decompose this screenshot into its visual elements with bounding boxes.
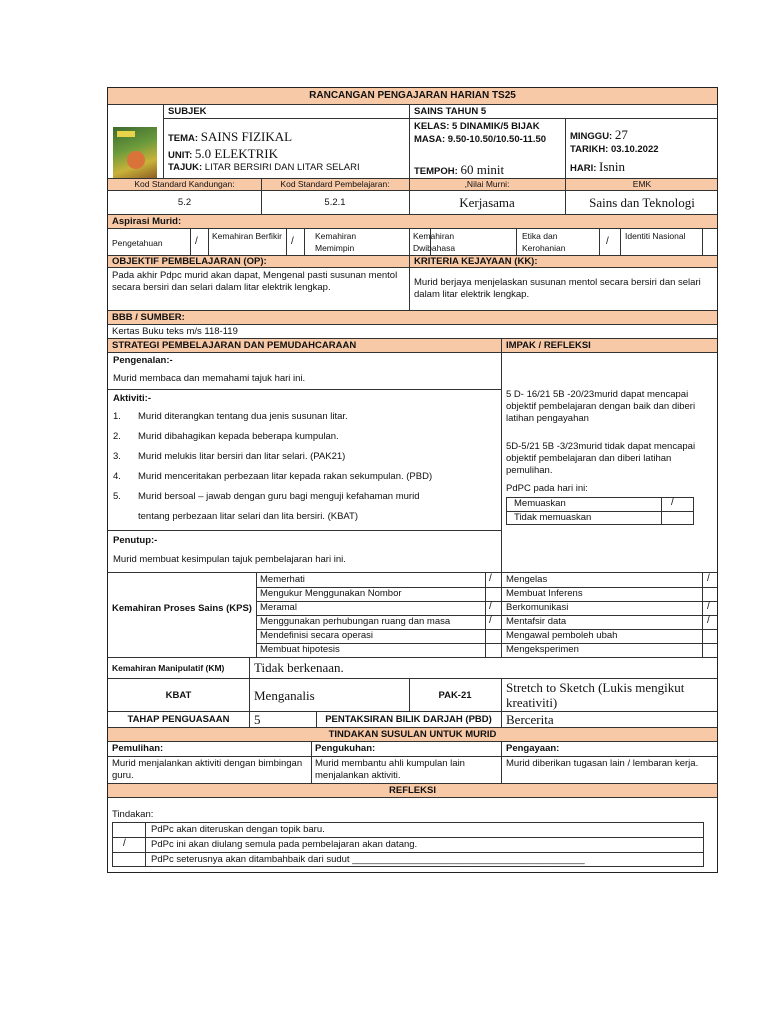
kbat-value: Menganalis (254, 688, 315, 703)
bbb-text: Kertas Buku teks m/s 118-119 (112, 326, 238, 337)
pengayaan-label: Pengayaan: (506, 743, 560, 754)
minggu-label: MINGGU: (570, 131, 613, 142)
pengukuhan-text: Murid membantu ahli kumpulan lain menjalankan aktiviti. (315, 758, 465, 781)
aspirasi-memimpin: Kemahiran Memimpin (315, 231, 357, 253)
aspirasi-mark-1: / (195, 236, 198, 247)
emk-header: EMK (632, 179, 652, 189)
aspirasi-mark-3: / (606, 236, 609, 247)
pdpc-memuaskan: Memuaskan (514, 498, 566, 509)
kk-text: Murid berjaya menjelaskan susunan mentol secara bersiri dan selari dalam litar elektrik lengkap. (414, 277, 701, 300)
penutup-text: Murid membuat kesimpulan tajuk pembelajaran hari ini. (113, 554, 346, 565)
tempoh-value: 60 minit (460, 162, 505, 177)
minggu-value: 27 (614, 127, 628, 142)
tarikh-text: TARIKH: 03.10.2022 (570, 144, 659, 155)
kps-label: Kemahiran Proses Sains (KPS) (112, 603, 252, 614)
kps-left-mark: / (489, 601, 492, 612)
impak-text-2: 5D-5/21 5B -3/23murid tidak dapat mencapai objektif pembelajaran dan diberi latihan pemulihan. (506, 441, 696, 476)
hari-value: Isnin (599, 159, 626, 174)
pbd-value: Bercerita (506, 712, 554, 727)
km-row (108, 657, 717, 678)
tema-label: TEMA: (168, 133, 199, 144)
pengenalan-text: Murid membaca dan memahami tajuk hari ini. (113, 373, 306, 384)
aktiviti-item: Murid menceritakan perbezaan litar kepada rakan sekumpulan. (PBD) (138, 471, 433, 482)
kps-left-item: Mengukur Menggunakan Nombor (260, 588, 402, 599)
pdpc-tidak-memuaskan: Tidak memuaskan (514, 512, 592, 523)
kk-label: KRITERIA KEJAYAAN (KK): (414, 256, 538, 267)
tajuk-value: LITAR BERSIRI DAN LITAR SELARI (204, 162, 360, 173)
aspirasi-row (108, 228, 717, 255)
unit-label: UNIT: (168, 150, 193, 161)
pengenalan-label: Pengenalan:- (113, 355, 173, 366)
aktiviti-num: 3. (113, 451, 121, 462)
aspirasi-etika: Etika dan Kerohanian (522, 231, 566, 253)
kelas-text: KELAS: 5 DINAMIK/5 BIJAK (414, 121, 540, 132)
kps-left-mark: / (489, 573, 492, 584)
kps-left-item: Membuat hipotesis (260, 644, 340, 655)
refleksi-options-table (112, 822, 704, 867)
tahap-value: 5 (254, 712, 261, 727)
pengayaan-text: Murid diberikan tugasan lain / lembaran kerja. (506, 758, 699, 769)
kod-kandungan-header: Kod Standard Kandungan: (134, 179, 235, 189)
tahap-row (108, 711, 717, 727)
kps-right-item: Berkomunikasi (506, 602, 569, 613)
pdpc-mark: / (671, 497, 674, 508)
aspirasi-label: Aspirasi Murid: (112, 216, 182, 227)
bbb-body (108, 324, 717, 338)
textbook-cover-image (113, 127, 157, 179)
op-text: Pada akhir Pdpc murid akan dapat, Mengenal pasti susunan mentol secara bersiri dan selari dalam litar elektrik lengkap. (112, 270, 398, 293)
page-title: RANCANGAN PENGAJARAN HARIAN TS25 (309, 90, 516, 101)
kps-block (108, 572, 717, 657)
refleksi-option: PdPc akan diteruskan dengan topik baru. (151, 824, 325, 835)
kps-left-item: Menggunakan perhubungan ruang dan masa (260, 616, 451, 627)
refleksi-tindakan-label: Tindakan: (112, 809, 154, 820)
aspirasi-dwibahasa: Kemahiran Dwibahasa (413, 231, 456, 253)
tindakan-header (108, 727, 717, 741)
kbat-row (108, 678, 717, 711)
aspirasi-berfikir: Kemahiran Berfikir (212, 231, 282, 241)
standards-header (108, 178, 717, 190)
subjek-label: SUBJEK (168, 106, 207, 117)
tajuk-label: TAJUK: (168, 162, 203, 173)
masa-text: MASA: 9.50-10.50/10.50-11.50 (414, 134, 547, 145)
refleksi-body (108, 797, 717, 874)
standards-values (108, 190, 717, 214)
kps-left-item: Mendefinisi secara operasi (260, 630, 374, 641)
tahap-label: TAHAP PENGUASAAN (127, 714, 230, 725)
pak21-label: PAK-21 (438, 690, 472, 701)
penutup-label: Penutup:- (113, 535, 158, 546)
pemulihan-label: Pemulihan: (112, 743, 164, 754)
op-kk-header (108, 255, 717, 267)
impak-label: IMPAK / REFLEKSI (506, 340, 591, 351)
kps-right-mark: / (707, 615, 710, 626)
kod-pembelajaran-header: Kod Standard Pembelajaran: (280, 179, 390, 189)
kod-pembelajaran-value: 5.2.1 (324, 197, 346, 208)
nilai-murni-header: ,Nilai Murni: (464, 179, 510, 189)
subjek-value: SAINS TAHUN 5 (414, 106, 487, 117)
aspirasi-header (108, 214, 717, 228)
pdpc-table (506, 497, 694, 525)
aktiviti-item: Murid melukis litar bersiri dan litar selari. (PAK21) (138, 451, 346, 462)
refleksi-option: PdPc seterusnya akan ditambahbaik dari sudut ____________________________________________ (151, 854, 585, 865)
impak-text-1: 5 D- 16/21 5B -20/23murid dapat mencapai objektif pembelajaran dengan baik dan diberi latihan pengayahan (506, 389, 696, 424)
tindakan-body (108, 741, 717, 783)
aktiviti-item: tentang perbezaan litar selari dan lita bersiri. (KBAT) (138, 511, 359, 522)
header-block (108, 104, 717, 178)
refleksi-option: PdPc ini akan diulang semula pada pembelajaran akan datang. (151, 839, 418, 850)
aktiviti-item: Murid dibahagikan kepada beberapa kumpulan. (138, 431, 339, 442)
strategi-body (108, 352, 717, 572)
pbd-label: PENTAKSIRAN BILIK DARJAH (PBD) (325, 714, 492, 725)
emk-value: Sains dan Teknologi (589, 195, 695, 210)
kod-kandungan-value: 5.2 (177, 197, 192, 208)
km-value: Tidak berkenaan. (254, 660, 344, 675)
kps-right-item: Membuat Inferens (506, 588, 583, 599)
op-kk-body (108, 267, 717, 310)
aktiviti-num: 2. (113, 431, 121, 442)
kps-right-mark: / (707, 601, 710, 612)
pengukuhan-label: Pengukuhan: (315, 743, 376, 754)
aktiviti-item: Murid bersoal – jawab dengan guru bagi menguji kefahaman murid (138, 491, 420, 502)
bbb-header (108, 310, 717, 324)
aktiviti-item: Murid diterangkan tentang dua jenis susunan litar. (138, 411, 348, 422)
strategi-header (108, 338, 717, 352)
refleksi-header (108, 783, 717, 797)
aktiviti-num: 1. (113, 411, 121, 422)
refleksi-mark: / (123, 838, 126, 849)
kps-right-item: Mentafsir data (506, 616, 567, 627)
km-label: Kemahiran Manipulatif (KM) (112, 663, 225, 673)
kps-left-mark: / (489, 615, 492, 626)
aspirasi-mark-2: / (291, 236, 294, 247)
kps-right-item: Mengelas (506, 574, 548, 585)
aspirasi-identiti: Identiti Nasional (625, 231, 686, 241)
lesson-plan-sheet (107, 87, 718, 873)
kps-left-item: Meramal (260, 602, 297, 613)
nilai-murni-value: Kerjasama (459, 195, 515, 210)
kbat-label: KBAT (165, 690, 192, 701)
refleksi-label: REFLEKSI (389, 785, 436, 796)
aspirasi-pengetahuan: Pengetahuan (112, 238, 163, 248)
aktiviti-num: 4. (113, 471, 121, 482)
kps-left-item: Memerhati (260, 574, 305, 585)
tindakan-label: TINDAKAN SUSULAN UNTUK MURID (328, 729, 497, 740)
pak21-value: Stretch to Sketch (Lukis mengikut kreativiti) (506, 680, 685, 710)
hari-label: HARI: (570, 163, 597, 174)
pemulihan-text: Murid menjalankan aktiviti dengan bimbingan guru. (112, 758, 303, 781)
kps-right-mark: / (707, 573, 710, 584)
strategi-label: STRATEGI PEMBELAJARAN DAN PEMUDAHCARAAN (112, 340, 357, 351)
tema-value: SAINS FIZIKAL (200, 129, 293, 144)
kps-right-item: Mengawal pemboleh ubah (506, 630, 618, 641)
aktiviti-num: 5. (113, 491, 121, 502)
title-bar (108, 88, 717, 104)
tempoh-label: TEMPOH: (414, 166, 458, 177)
bbb-label: BBB / SUMBER: (112, 312, 185, 323)
pdpc-label: PdPC pada hari ini: (506, 483, 588, 494)
aktiviti-label: Aktiviti:- (113, 393, 151, 404)
kps-right-item: Mengeksperimen (506, 644, 579, 655)
unit-value: 5.0 ELEKTRIK (194, 146, 278, 161)
op-label: OBJEKTIF PEMBELAJARAN (OP): (112, 256, 267, 267)
